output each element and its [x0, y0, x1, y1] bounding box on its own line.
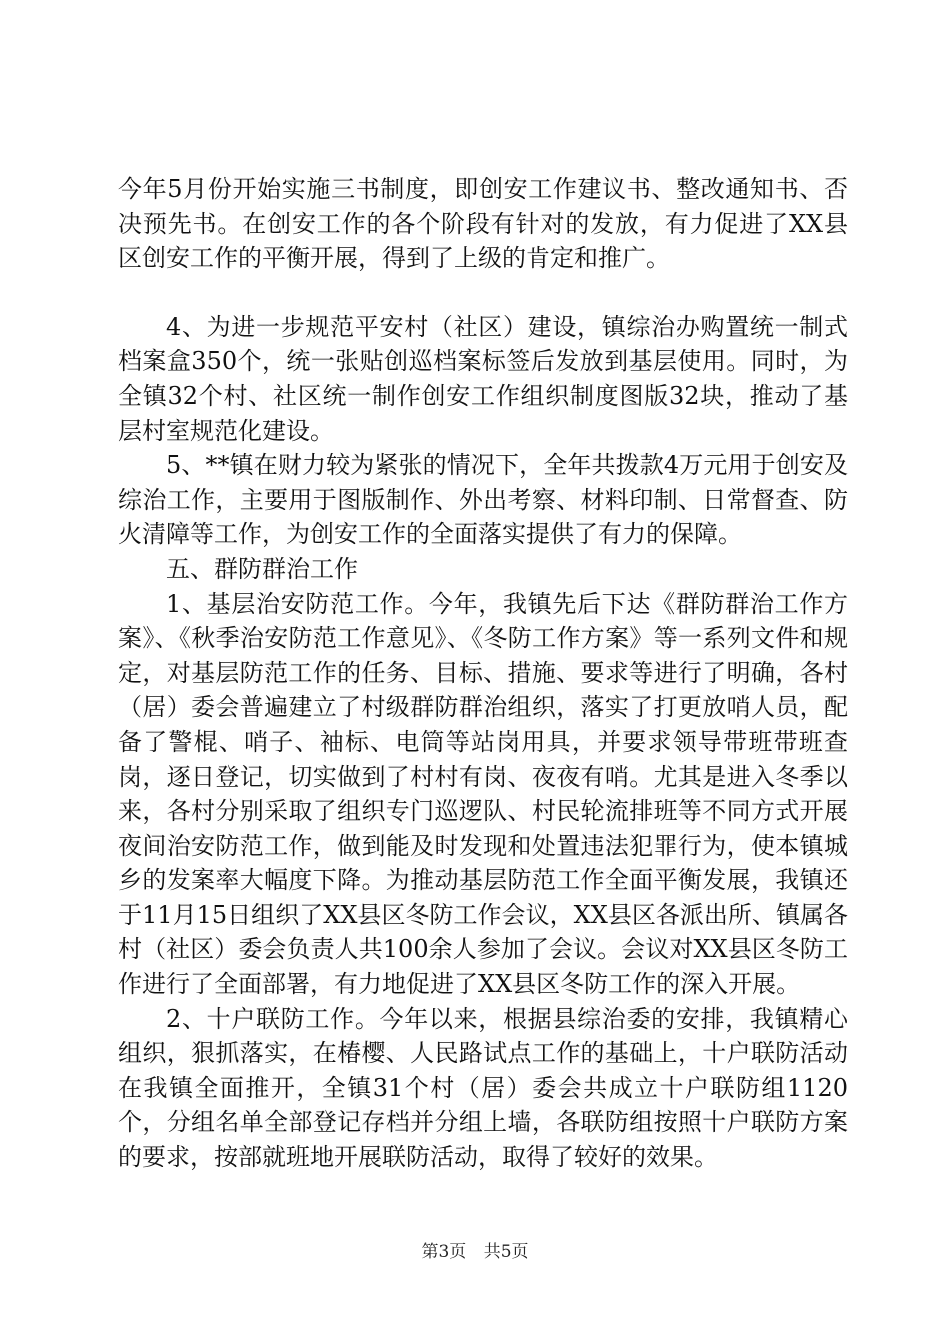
paragraph-section5-item-2: 2、十户联防工作。今年以来，根据县综治委的安排，我镇精心组织，狠抓落实，在椿樱、人民路试点工作的基础上，十户联防活动在我镇全面推开，全镇31个村（居）委会共成立十户联防组1120个，分组名单全部登记存档并分组上墙，各联防组按照十户联防方案的要求，按部就班地开展联防活动，取得了较好的效果。: [118, 1004, 848, 1172]
page-number: 第3页: [421, 1242, 467, 1262]
document-body: [118, 172, 848, 1175]
paragraph-item-5: 5、**镇在财力较为紧张的情况下，全年共拨款4万元用于创安及综治工作，主要用于图版制作、外出考察、材料印制、日常督查、防火清障等工作，为创安工作的全面落实提供了有力的保障。: [118, 451, 848, 549]
paragraph-continuation: 今年5月份开始实施三书制度，即创安工作建议书、整改通知书、否决预先书。在创安工作的各个阶段有针对的发放，有力促进了XX县区创安工作的平衡开展，得到了上级的肯定和推广。: [118, 175, 848, 273]
page-footer: [0, 1240, 950, 1264]
paragraph-item-4: 4、为进一步规范平安村（社区）建设，镇综治办购置统一制式档案盒350个，统一张贴创巡档案标签后发放到基层使用。同时，为全镇32个村、社区统一制作创安工作组织制度图版32块，推动了基层村室规范化建设。: [118, 312, 848, 445]
paragraph-section5-item-1: 1、基层治安防范工作。今年，我镇先后下达《群防群治工作方案》、《秋季治安防范工作意见》、《冬防工作方案》等一系列文件和规定，对基层防范工作的任务、目标、措施、要求等进行了明确，各村（居）委会普遍建立了村级群防群治组织，落实了打更放哨人员，配备了警棍、哨子、袖标、电筒等站岗用具，并要求领导带班带班查岗，逐日登记，切实做到了村村有岗、夜夜有哨。尤其是进入冬季以来，各村分别采取了组织专门巡逻队、村民轮流排班等不同方式开展夜间治安防范工作，做到能及时发现和处置违法犯罪行为，使本镇城乡的发案率大幅度下降。为推动基层防范工作全面平衡发展，我镇还于11月15日组织了XX县区冬防工作会议，XX县区各派出所、镇属各村（社区）委会负责人共100余人参加了会议。会议对XX县区冬防工作进行了全面部署，有力地促进了XX县区冬防工作的深入开展。: [118, 589, 848, 999]
total-pages: 共5页: [483, 1242, 529, 1262]
section-heading-5: 五、群防群治工作: [166, 554, 358, 583]
